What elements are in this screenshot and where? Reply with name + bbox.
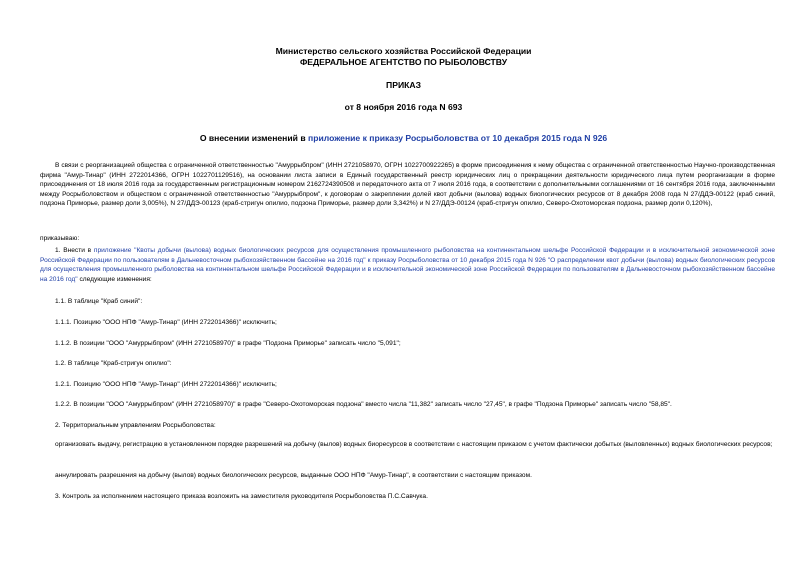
agency-heading: ФЕДЕРАЛЬНОЕ АГЕНТСТВО ПО РЫБОЛОВСТВУ xyxy=(299,57,508,67)
organize-paragraph: организовать выдачу, регистрацию в установленном порядке разрешений на добычу (вылов) водных биоресурсов в соответствии с настоящим приказом с учетом фактически добытых (выловленных) водных биологических ресурсов; xyxy=(55,441,773,448)
title-link[interactable]: приложение к приказу Росрыболовства от 10 декабря 2015 года N 926 xyxy=(308,133,608,143)
item-1-1-1: 1.1.1. Позицию "ООО НПФ "Амур-Тинар" (ИНН 2722014366)" исключить; xyxy=(55,319,277,326)
item-3: 3. Контроль за исполнением настоящего приказа возложить на заместителя руководителя Росрыболовства П.С.Савчука. xyxy=(55,493,428,500)
item-1-link[interactable]: приложение "Квоты добычи (вылова) водных биологических ресурсов для осуществления промышленного рыболовства на континентальном шельфе Российской Федерации и в исключительной экономической зоне Российской Федерации по пользователям в Дальневосточном рыбохозяйственном бассейне на 2016 год" к приказу Росрыболовства от 10 декабря 2015 года N 926 "О распределении квот добычи (вылова) водных биологических ресурсов для осуществления промышленного рыболовства на континентальном шельфе Российской Федерации и в исключительной экономической зоне Российской Федерации по пользователям в Дальневосточном рыбохозяйственном бассейне на 2016 год" xyxy=(40,247,775,283)
title-prefix: О внесении изменений в xyxy=(199,133,308,143)
document-title xyxy=(0,133,807,143)
item-1-start: 1. Внести в xyxy=(55,247,94,254)
date-number-heading: от 8 ноября 2016 года N 693 xyxy=(344,102,463,112)
item-1-end: следующие изменения: xyxy=(77,275,152,283)
annul-paragraph: аннулировать разрешения на добычу (вылов) водных биологических ресурсов, выданные ООО НПФ "Амур-Тинар", в соответствии с настоящим приказом. xyxy=(55,472,532,479)
item-1-2-2: 1.2.2. В позиции "ООО "Амуррыбпром" (ИНН 2721058970)" в графе "Северо-Охотоморская подзона" вместо числа "11,382" записать число "27,45", в графе "Подзона Приморье" записать число "58,85". xyxy=(55,401,672,408)
item-1-2: 1.2. В таблице "Краб-стригун опилио": xyxy=(55,360,172,367)
ministry-heading: Министерство сельского хозяйства Российской Федерации xyxy=(275,46,532,56)
order-word: приказываю: xyxy=(40,235,80,242)
item-1-1-2: 1.1.2. В позиции "ООО "Амуррыбпром" (ИНН 2721058970)" в графе "Подзона Приморье" записать число "5,091"; xyxy=(55,340,401,347)
intro-paragraph: В связи с реорганизацией общества с ограниченной ответственностью "Амуррыбпром" (ИНН 2721058970, ОГРН 1022700922265) в форме присоединения к нему общества с ограниченной ответственностью Научно-производственная фирма "Амур-Тинар" (ИНН 2722014366, ОГРН 1022701129516), на основании листа записи в Единый государственный реестр юридических лиц о прекращении деятельности юридического лица путем реорганизации в форме присоединения от 18 июля 2016 года за государственным регистрационным номером 2162724390508 и передаточного акта от 7 июля 2016 года, в соответствии с дополнительными соглашениями от 16 сентября 2016 года, заключенными между Росрыболовством и обществом с ограниченной ответственностью "Амуррыбпром", к договорам о закреплении долей квот добычи (вылова) водных биологических ресурсов от 8 декабря 2008 года N 27/ДДЭ-00122 (краб синий, подзона Приморье, размер доли 3,005%), N 27/ДДЭ-00123 (краб-стригун опилио, подзона Приморье, размер доли 3,342%) и N 27/ДДЭ-00124 (краб-стригун опилио, Северо-Охотоморская подзона, размер доли 0,120%), xyxy=(40,162,775,208)
item-1-1: 1.1. В таблице "Краб синий": xyxy=(55,298,143,305)
item-1-paragraph xyxy=(40,246,775,284)
doc-type-heading: ПРИКАЗ xyxy=(386,80,421,90)
item-1-2-1: 1.2.1. Позицию "ООО НПФ "Амур-Тинар" (ИНН 2722014366)" исключить; xyxy=(55,381,277,388)
item-2: 2. Территориальным управлениям Росрыболовства: xyxy=(55,422,216,429)
